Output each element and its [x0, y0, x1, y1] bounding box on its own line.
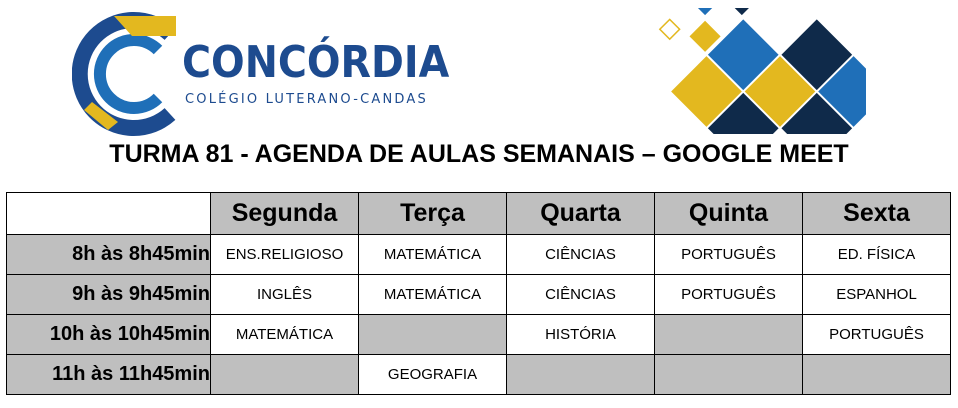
day-header: Sexta	[803, 193, 951, 235]
concordia-c-logo-icon	[72, 10, 184, 138]
class-cell: PORTUGUÊS	[803, 315, 951, 355]
class-cell: HISTÓRIA	[507, 315, 655, 355]
schedule-table	[6, 192, 951, 395]
class-cell: ED. FÍSICA	[803, 235, 951, 275]
table-row	[7, 235, 951, 275]
time-slot: 10h às 10h45min	[7, 315, 211, 355]
empty-cell	[803, 355, 951, 395]
corner-cell	[7, 193, 211, 235]
day-header: Quinta	[655, 193, 803, 235]
day-header: Terça	[359, 193, 507, 235]
page-title: TURMA 81 - AGENDA DE AULAS SEMANAIS – GOOGLE MEET	[109, 140, 849, 168]
table-row	[7, 315, 951, 355]
empty-cell	[507, 355, 655, 395]
brand-name: CONCÓRDIA	[182, 37, 450, 88]
day-header: Quarta	[507, 193, 655, 235]
class-cell: GEOGRAFIA	[359, 355, 507, 395]
time-slot: 11h às 11h45min	[7, 355, 211, 395]
class-cell: ESPANHOL	[803, 275, 951, 315]
decorative-squares-graphic	[648, 8, 866, 134]
empty-cell	[211, 355, 359, 395]
empty-cell	[655, 315, 803, 355]
empty-cell	[359, 315, 507, 355]
class-cell: ENS.RELIGIOSO	[211, 235, 359, 275]
time-slot: 8h às 8h45min	[7, 235, 211, 275]
brand-subtitle: COLÉGIO LUTERANO-CANDAS	[185, 92, 428, 107]
table-row	[7, 355, 951, 395]
table-row	[7, 275, 951, 315]
day-header: Segunda	[211, 193, 359, 235]
class-cell: CIÊNCIAS	[507, 275, 655, 315]
header-row	[7, 193, 951, 235]
class-cell: PORTUGUÊS	[655, 235, 803, 275]
class-cell: MATEMÁTICA	[211, 315, 359, 355]
class-cell: MATEMÁTICA	[359, 235, 507, 275]
empty-cell	[655, 355, 803, 395]
class-cell: MATEMÁTICA	[359, 275, 507, 315]
school-logo	[72, 10, 450, 138]
class-cell: CIÊNCIAS	[507, 235, 655, 275]
class-cell: INGLÊS	[211, 275, 359, 315]
class-cell: PORTUGUÊS	[655, 275, 803, 315]
time-slot: 9h às 9h45min	[7, 275, 211, 315]
